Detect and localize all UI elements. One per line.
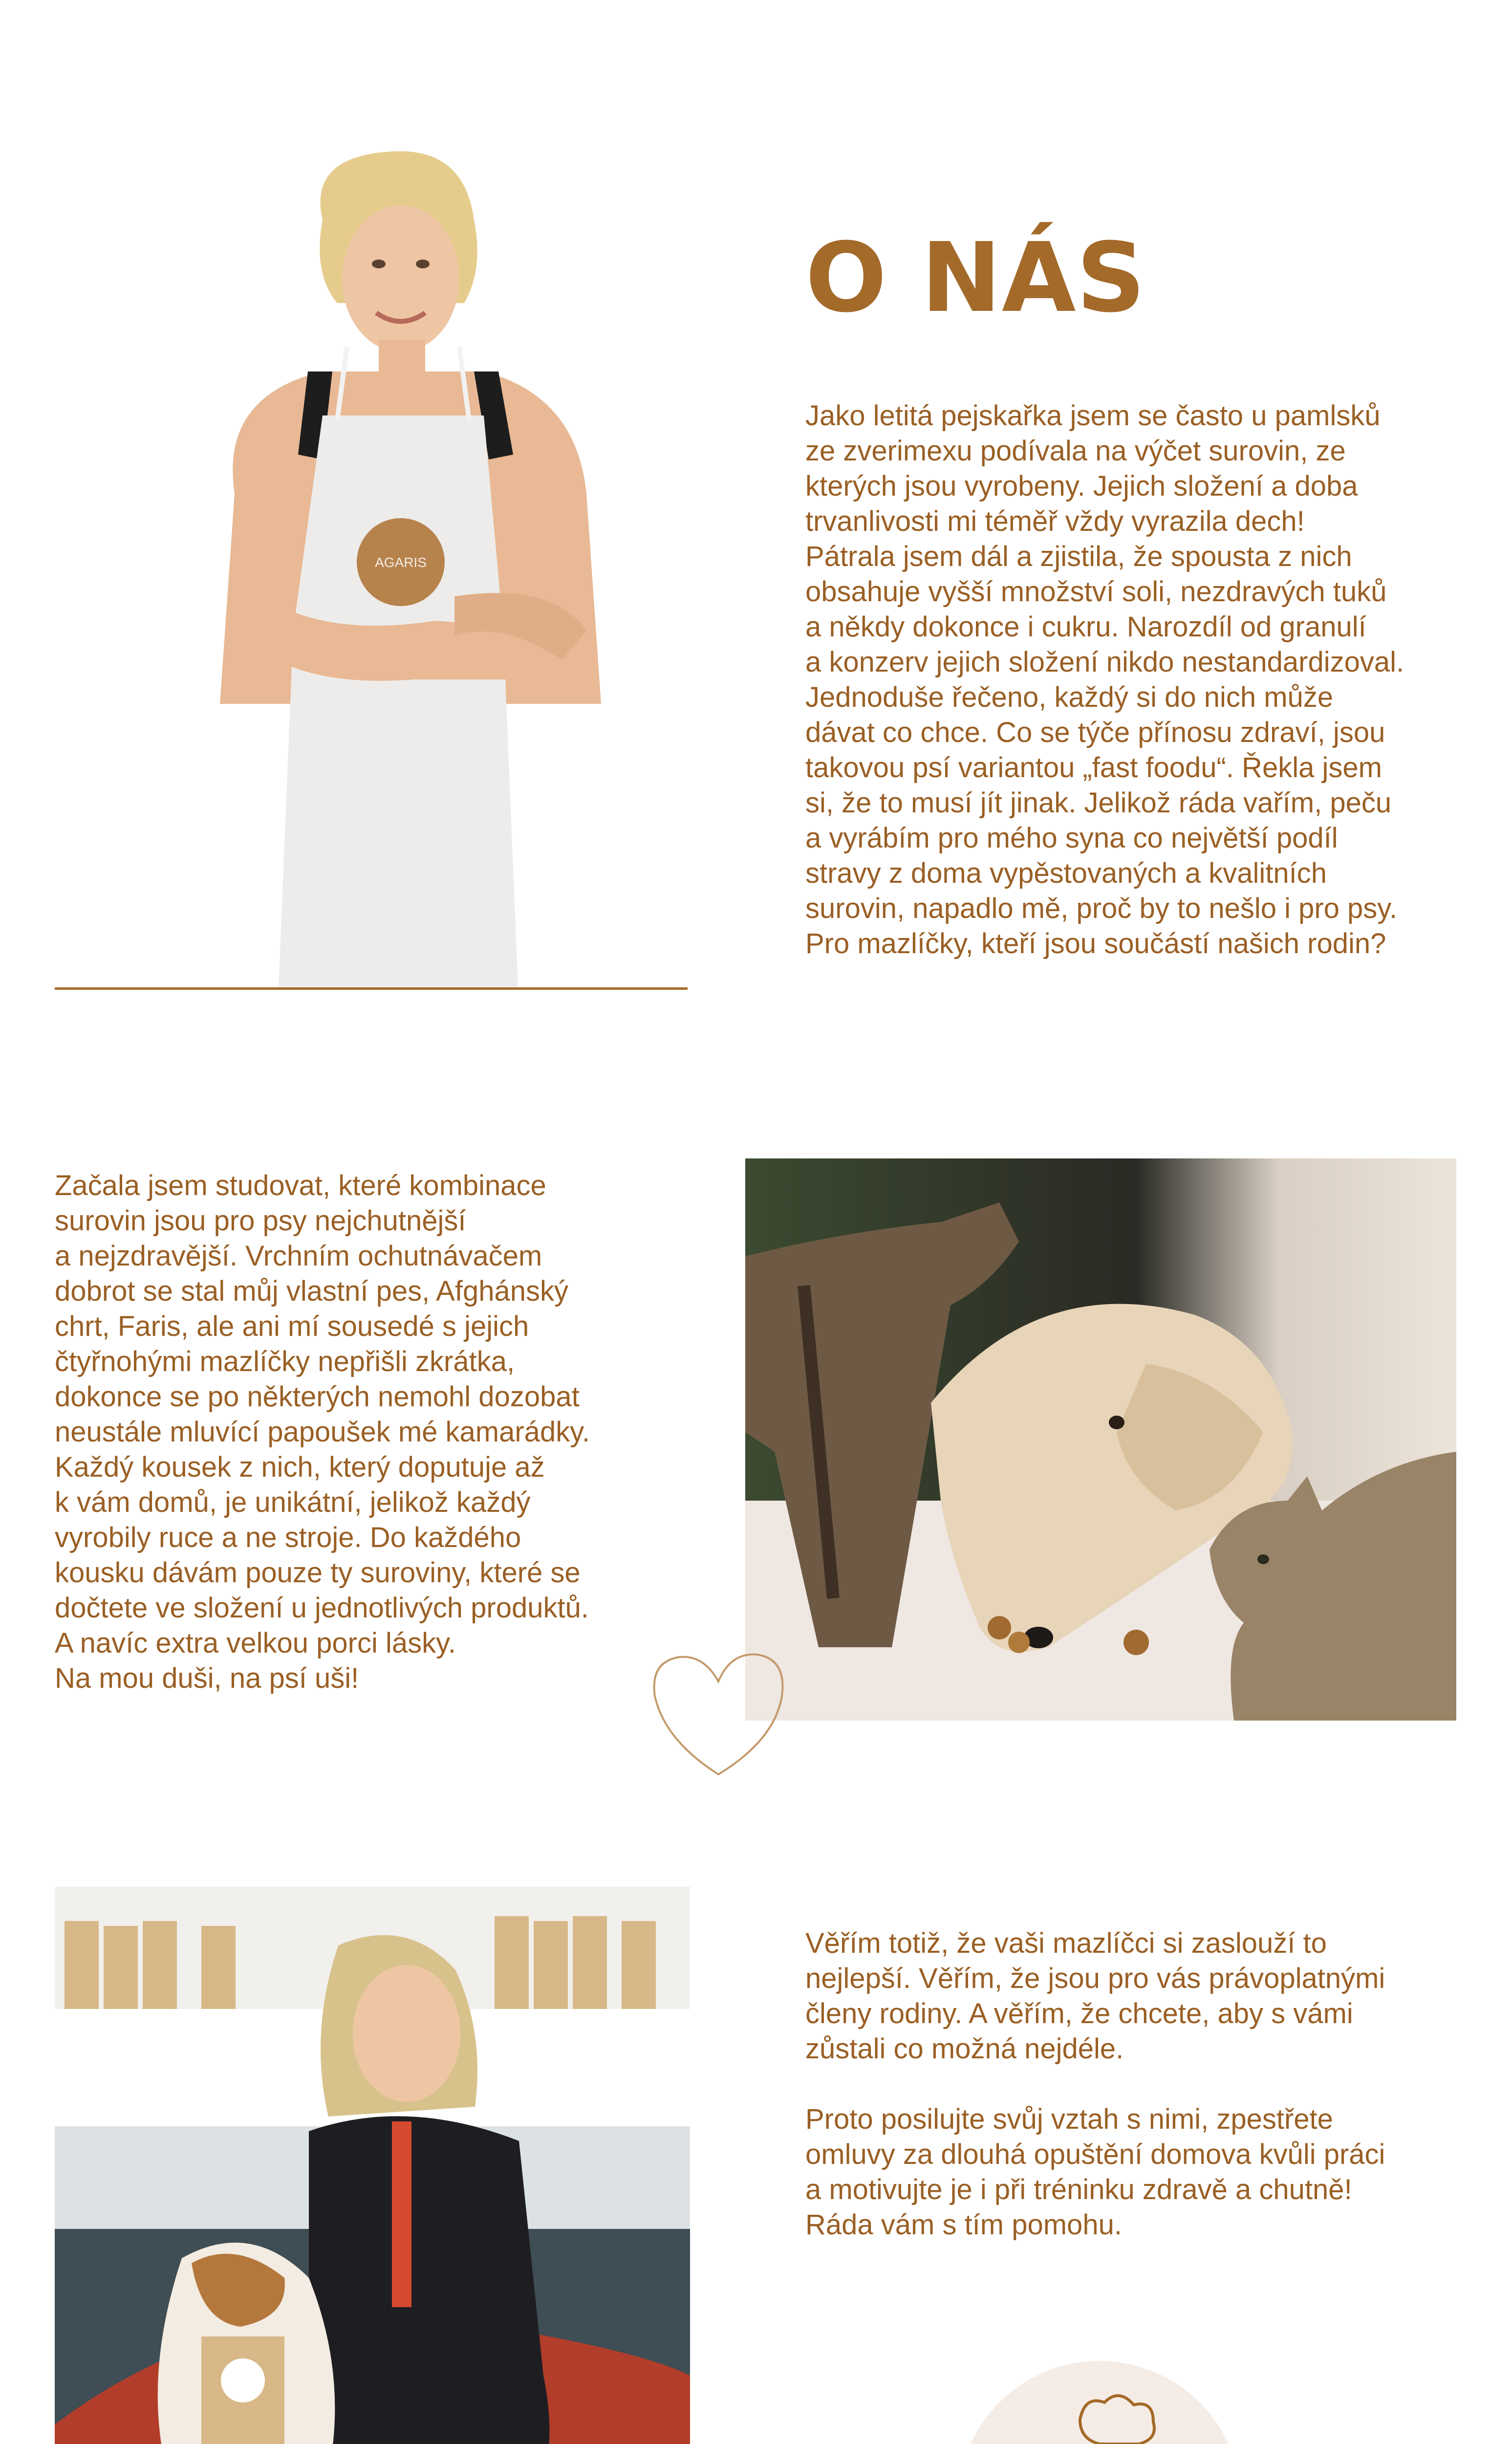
story-paragraph: Začala jsem studovat, které kombinace surovin jsou pro psy nejchutnější a nejzdravější. Vrchním ochutnávačem dobrot se stal můj vlastní pes, Afghánský chrt, Faris, ale ani mí sousedé s jejich čtyřnohými mazlíčky nepřišli zkrátka, dokonce se po některých nemohl dozobat neustále mluvící papoušek mé kamarádky. Každý kousek z nich, který doputuje až k vám domů, je unikátní, jelikož každý vyrobily ruce a ne stroje. Do každého kousku dávám pouze ty suroviny, které se dočtete ve složení u jednotlivých produktů. A navíc extra velkou porci lásky. Na mou duši, na psí uši! (55, 1170, 590, 1694)
dog-chef-icon (958, 2361, 1241, 2444)
belief-paragraph-2: Proto posilujte svůj vztah s nimi, zpestřete omluvy za dlouhá opuštění domova kvůli práci a motivujte je i při tréninku zdravě a chutně! Ráda vám s tím pomohu. (805, 2103, 1385, 2241)
section-divider-line (55, 987, 688, 990)
heart-outline-icon (645, 1633, 792, 1789)
owner-with-dog-photo (55, 1887, 690, 2444)
agaris-logo-badge (958, 2361, 1241, 2444)
about-paragraph-1: Jako letitá pejskařka jsem se často u pamlsků ze zverimexu podívala na výčet surovin, ze kterých jsou vyrobeny. Jejich složení a doba trvanlivosti mi téměř vždy vyrazila dech! Pátrala jsem dál a zjistila, že spousta z nich obsahuje vyšší množství soli, nezdravých tuků a někdy dokonce i cukru. Narozdíl od granulí a konzerv jejich složení nikdo nestandardizoval. Jednoduše řečeno, každý si do nich může dávat co chce. Co se týče přínosu zdraví, jsou takovou psí variantou „fast foodu“. Řekla jsem si, že to musí jít jinak. Jelikož ráda vařím, peču a vyrábím pro mého syna co největší podíl stravy z doma vypěstovaných a kvalitních surovin, napadlo mě, proč by to nešlo i pro psy. Pro mazlíčky, kteří jsou součástí našich rodin? (805, 400, 1404, 960)
page-title: O NÁS (805, 222, 1146, 334)
belief-paragraph-1: Věřím totiž, že vaši mazlíčci si zaslouží to nejlepší. Věřím, že jsou pro vás právoplatnými členy rodiny. A věřím, že chcete, aby s vámi zůstali co možná nejdéle. (805, 1927, 1385, 2065)
dog-and-cats-photo (745, 1158, 1456, 1721)
svg-text:AGARIS: AGARIS (375, 555, 427, 570)
owner-portrait-photo (161, 142, 655, 987)
